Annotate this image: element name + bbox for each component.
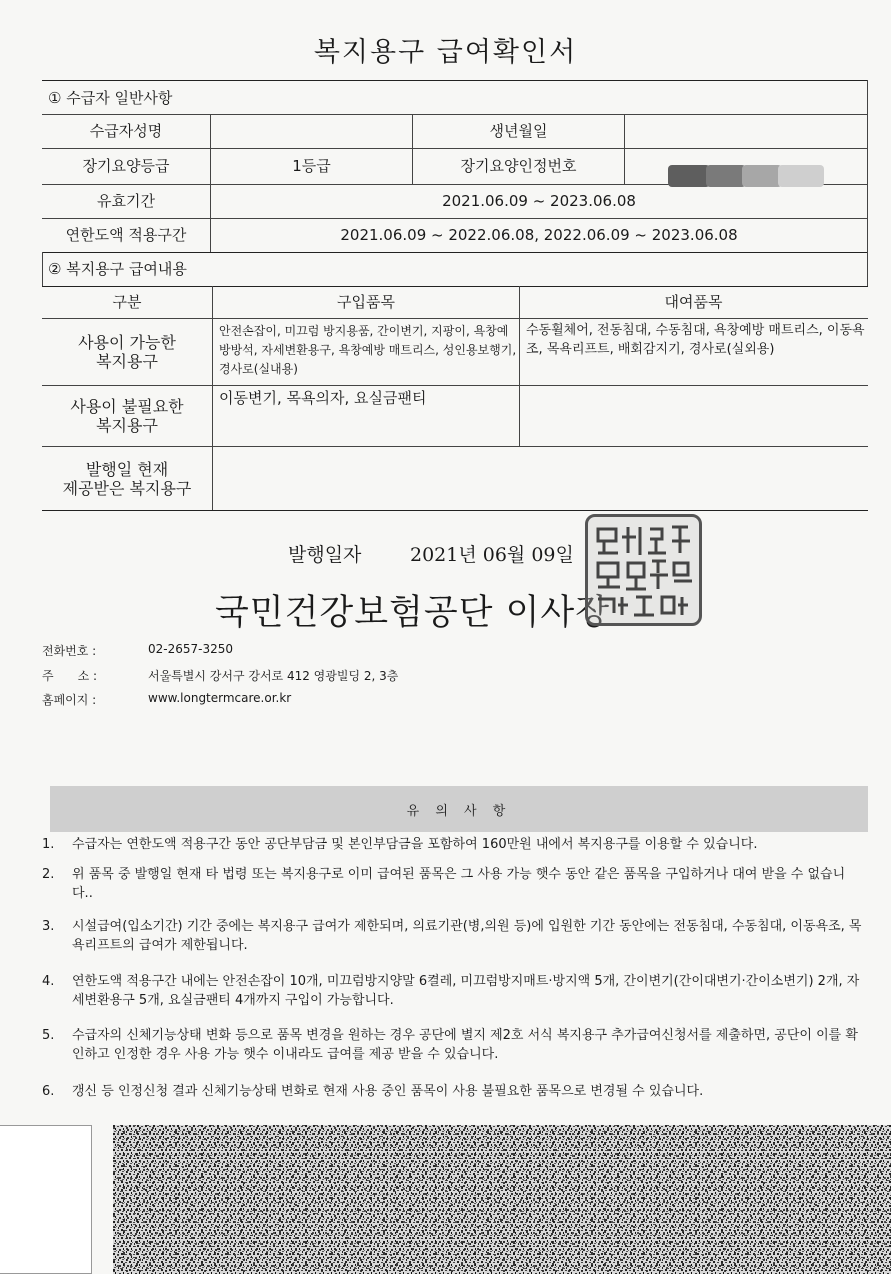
limit-value: 2021.06.09 ~ 2022.06.08, 2022.06.09 ~ 2023.06.08 bbox=[340, 226, 738, 244]
birth-label: 생년월일 bbox=[489, 122, 548, 140]
note-number: 6. bbox=[42, 1084, 55, 1099]
address-value: 서울특별시 강서구 강서로 412 영광빌딩 2, 3층 bbox=[148, 669, 399, 683]
row-unneeded-purchase: 이동변기, 목욕의자, 요실금팬티 bbox=[219, 389, 427, 407]
note-text: 시설급여(입소기간) 기간 중에는 복지용구 급여가 제한되며, 의료기관(병,의원 등)에 입원한 기간 동안에는 전동침대, 수동침대, 이동욕조, 목욕리프트의 급여가 제한됩니다. bbox=[72, 919, 862, 953]
note-text: 수급자의 신체기능상태 변화 등으로 품목 변경을 원하는 경우 공단에 별지 제2호 서식 복지용구 추가급여신청서를 제출하면, 공단이 이를 확인하고 인정한 경우 사용 가능 햇수 이내라도 급여를 제공 받을 수 있습니다. bbox=[72, 1028, 858, 1062]
col-category: 구분 bbox=[112, 293, 142, 311]
row-label-line2: 복지용구 bbox=[96, 352, 158, 371]
note-number: 4. bbox=[42, 974, 55, 989]
col-rental: 대여품목 bbox=[664, 293, 723, 311]
row-label-line1: 발행일 현재 bbox=[85, 459, 169, 479]
note-item bbox=[42, 1026, 872, 1066]
row-unneeded-label bbox=[42, 386, 212, 446]
redacted-barcode bbox=[113, 1125, 891, 1274]
blank-box bbox=[0, 1125, 92, 1274]
name-value bbox=[211, 115, 412, 148]
grade-label: 장기요양등급 bbox=[82, 157, 170, 175]
homepage-label: 홈페이지 : bbox=[42, 693, 97, 707]
note-item bbox=[42, 835, 872, 855]
row-unneeded-rental bbox=[520, 389, 865, 413]
row-provided-items bbox=[213, 450, 865, 474]
section1-header: ① 수급자 일반사항 bbox=[48, 88, 173, 107]
note-number: 1. bbox=[42, 837, 55, 852]
notes-header: 유 의 사 항 bbox=[50, 786, 868, 832]
address-label: 주 소 : bbox=[42, 669, 98, 683]
phone-value: 02-2657-3250 bbox=[148, 642, 234, 656]
note-number: 5. bbox=[42, 1028, 55, 1043]
homepage-value: www.longtermcare.or.kr bbox=[148, 691, 292, 705]
row-available-label bbox=[42, 319, 212, 385]
divider bbox=[867, 80, 868, 252]
row-label-line1: 사용이 불필요한 bbox=[70, 397, 184, 416]
row-label-line2: 복지용구 bbox=[96, 416, 158, 435]
section2-header: ② 복지용구 급여내용 bbox=[48, 259, 187, 278]
note-text: 갱신 등 인정신청 결과 신체기능상태 변화로 현재 사용 중인 품목이 사용 불필요한 품목으로 변경될 수 있습니다. bbox=[72, 1084, 704, 1099]
row-available-purchase: 안전손잡이, 미끄럼 방지용품, 간이변기, 지팡이, 욕창예방방석, 자세변환용구, 욕창예방 매트리스, 성인용보행기, 경사로(실내용) bbox=[219, 324, 517, 376]
divider bbox=[42, 510, 868, 511]
row-available-rental: 수동휠체어, 전동침대, 수동침대, 욕창예방 매트리스, 이동욕조, 목욕리프트, 배회감지기, 경사로(실외용) bbox=[526, 323, 865, 357]
official-seal bbox=[585, 514, 702, 626]
row-label-line1: 사용이 가능한 bbox=[78, 333, 176, 352]
birth-value bbox=[625, 115, 867, 148]
col-purchase: 구입품목 bbox=[337, 293, 395, 311]
issue-date-label: 발행일자 bbox=[288, 544, 362, 566]
note-number: 3. bbox=[42, 919, 55, 934]
limit-label: 연한도액 적용구간 bbox=[65, 226, 187, 244]
grade-value: 1등급 bbox=[292, 157, 331, 175]
issuer-name: 국민건강보험공단 이사장 bbox=[215, 593, 611, 633]
note-text: 연한도액 적용구간 내에는 안전손잡이 10개, 미끄럼방지양말 6켤레, 미끄럼방지매트·방지액 5개, 간이변기(간이대변기·간이소변기) 2개, 자세변환용구 5개, 요실금팬티 4개까지 구입이 가능합니다. bbox=[72, 974, 860, 1008]
name-label: 수급자성명 bbox=[89, 122, 163, 140]
note-text: 수급자는 연한도액 적용구간 동안 공단부담금 및 본인부담금을 포함하여 160만원 내에서 복지용구를 이용할 수 있습니다. bbox=[72, 837, 758, 852]
divider bbox=[867, 252, 868, 286]
row-provided-label bbox=[42, 447, 212, 510]
validity-label: 유효기간 bbox=[97, 192, 155, 210]
note-number: 2. bbox=[42, 867, 55, 882]
note-item bbox=[42, 917, 872, 957]
row-label-line2: 제공받은 복지용구 bbox=[62, 478, 192, 498]
note-item bbox=[42, 865, 872, 905]
validity-value: 2021.06.09 ~ 2023.06.08 bbox=[442, 192, 636, 210]
issue-date: 2021년 06월 09일 bbox=[410, 544, 574, 566]
note-item bbox=[42, 1082, 872, 1102]
document-title: 복지용구 급여확인서 bbox=[313, 37, 578, 68]
phone-label: 전화번호 : bbox=[42, 644, 97, 658]
note-text: 위 품목 중 발행일 현재 타 법령 또는 복지용구로 이미 급여된 품목은 그 사용 가능 햇수 동안 같은 품목을 구입하거나 대여 받을 수 없습니다.. bbox=[72, 867, 846, 901]
note-item bbox=[42, 972, 872, 1012]
cert-no-label: 장기요양인정번호 bbox=[460, 157, 577, 175]
